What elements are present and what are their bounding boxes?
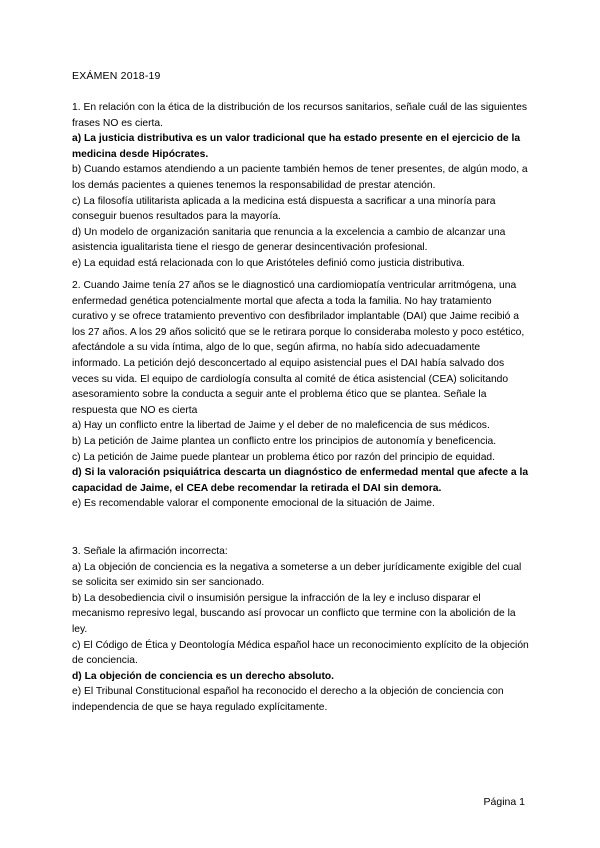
question-3-option-d: d) La objeción de conciencia es un derecho absoluto.: [72, 670, 335, 682]
exam-title: EXÁMEN 2018-19: [72, 70, 161, 82]
question-2-option-a: a) Hay un conflicto entre la libertad de Jaime y el deber de no maleficencia de sus médicos.: [72, 420, 490, 432]
question-1-option-c: c) La filosofía utilitarista aplicada a la medicina está dispuesta a sacrificar a una minoría para conseguir buenos resultados para la mayoría.: [72, 195, 496, 223]
question-3-option-c: c) El Código de Ética y Deontología Médica español hace un reconocimiento explícito de la objeción de conciencia.: [72, 639, 529, 667]
question-2-option-e: e) Es recomendable valorar el componente emocional de la situación de Jaime.: [72, 498, 435, 510]
question-1-option-e: e) La equidad está relacionada con lo que Aristóteles definió como justicia distributiva.: [72, 257, 465, 269]
question-2-option-b: b) La petición de Jaime plantea un conflicto entre los principios de autonomía y beneficencia.: [72, 435, 497, 447]
question-3-option-b: b) La desobediencia civil o insumisión persigue la infracción de la ley e incluso disparar el mecanismo represivo legal, buscando así provocar un conflicto que termine con la abolición de la ley.: [72, 592, 516, 635]
question-1-stem: 1. En relación con la ética de la distribución de los recursos sanitarios, señale cuál de las siguientes frases NO es cierta.: [72, 102, 528, 129]
question-3-option-a: a) La objeción de conciencia es la negativa a someterse a un deber jurídicamente exigible del cual se solicita ser eximido sin ser sancionado.: [72, 561, 522, 589]
question-1: [72, 100, 530, 272]
question-2: [72, 278, 530, 512]
question-2-option-c: c) La petición de Jaime puede plantear un problema ético por razón del principio de equidad.: [72, 451, 496, 463]
question-2-stem: 2. Cuando Jaime tenía 27 años se le diagnosticó una cardiomiopatía ventricular arritmógena, una enfermedad genética potencialmente mortal que afecta a toda la familia. No hay tratamiento curativo y se ofrece tratamiento preventivo con desfibrilador implantable (DAI) que Jaime recibió a los 27 años. A los 29 años solicitó que se le retirara porque lo consideraba molesto y poco estético, afectándole a su vida íntima, algo de lo que, según afirma, no había sido adecuadamente informado. La petición dejó desconcertado al equipo asistencial pues el DAI había salvado dos veces su vida. El equipo de cardiología consulta al comité de ética asistencial (CEA) solicitando asesoramiento sobre la conducta a seguir ante el problema ético que se plantea. Señale la respuesta que NO es cierta: [72, 280, 525, 416]
question-3-stem: 3. Señale la afirmación incorrecta:: [72, 546, 228, 557]
question-1-option-b: b) Cuando estamos atendiendo a un paciente también hemos de tener presentes, de algún modo, a los demás pacientes a quienes tenemos la responsabilidad de prestar atención.: [72, 164, 528, 191]
question-1-option-a: a) La justicia distributiva es un valor tradicional que ha estado presente en el ejercicio de la medicina desde Hipócrates.: [72, 133, 521, 160]
page-number: Página 1: [483, 796, 525, 808]
question-3-option-e: e) El Tribunal Constitucional español ha reconocido el derecho a la objeción de conciencia con independencia de que se haya regulado explícitamente.: [72, 686, 504, 713]
question-1-option-d: d) Un modelo de organización sanitaria que renuncia a la excelencia a cambio de alcanzar una asistencia igualitarista tiene el riesgo de generar desincentivación profesional.: [72, 226, 506, 254]
question-2-option-d: d) Si la valoración psiquiátrica descarta un diagnóstico de enfermedad mental que afecte a la capacidad de Jaime, el CEA debe recomendar la retirada el DAI sin demora.: [72, 467, 529, 494]
question-3: [72, 544, 530, 716]
